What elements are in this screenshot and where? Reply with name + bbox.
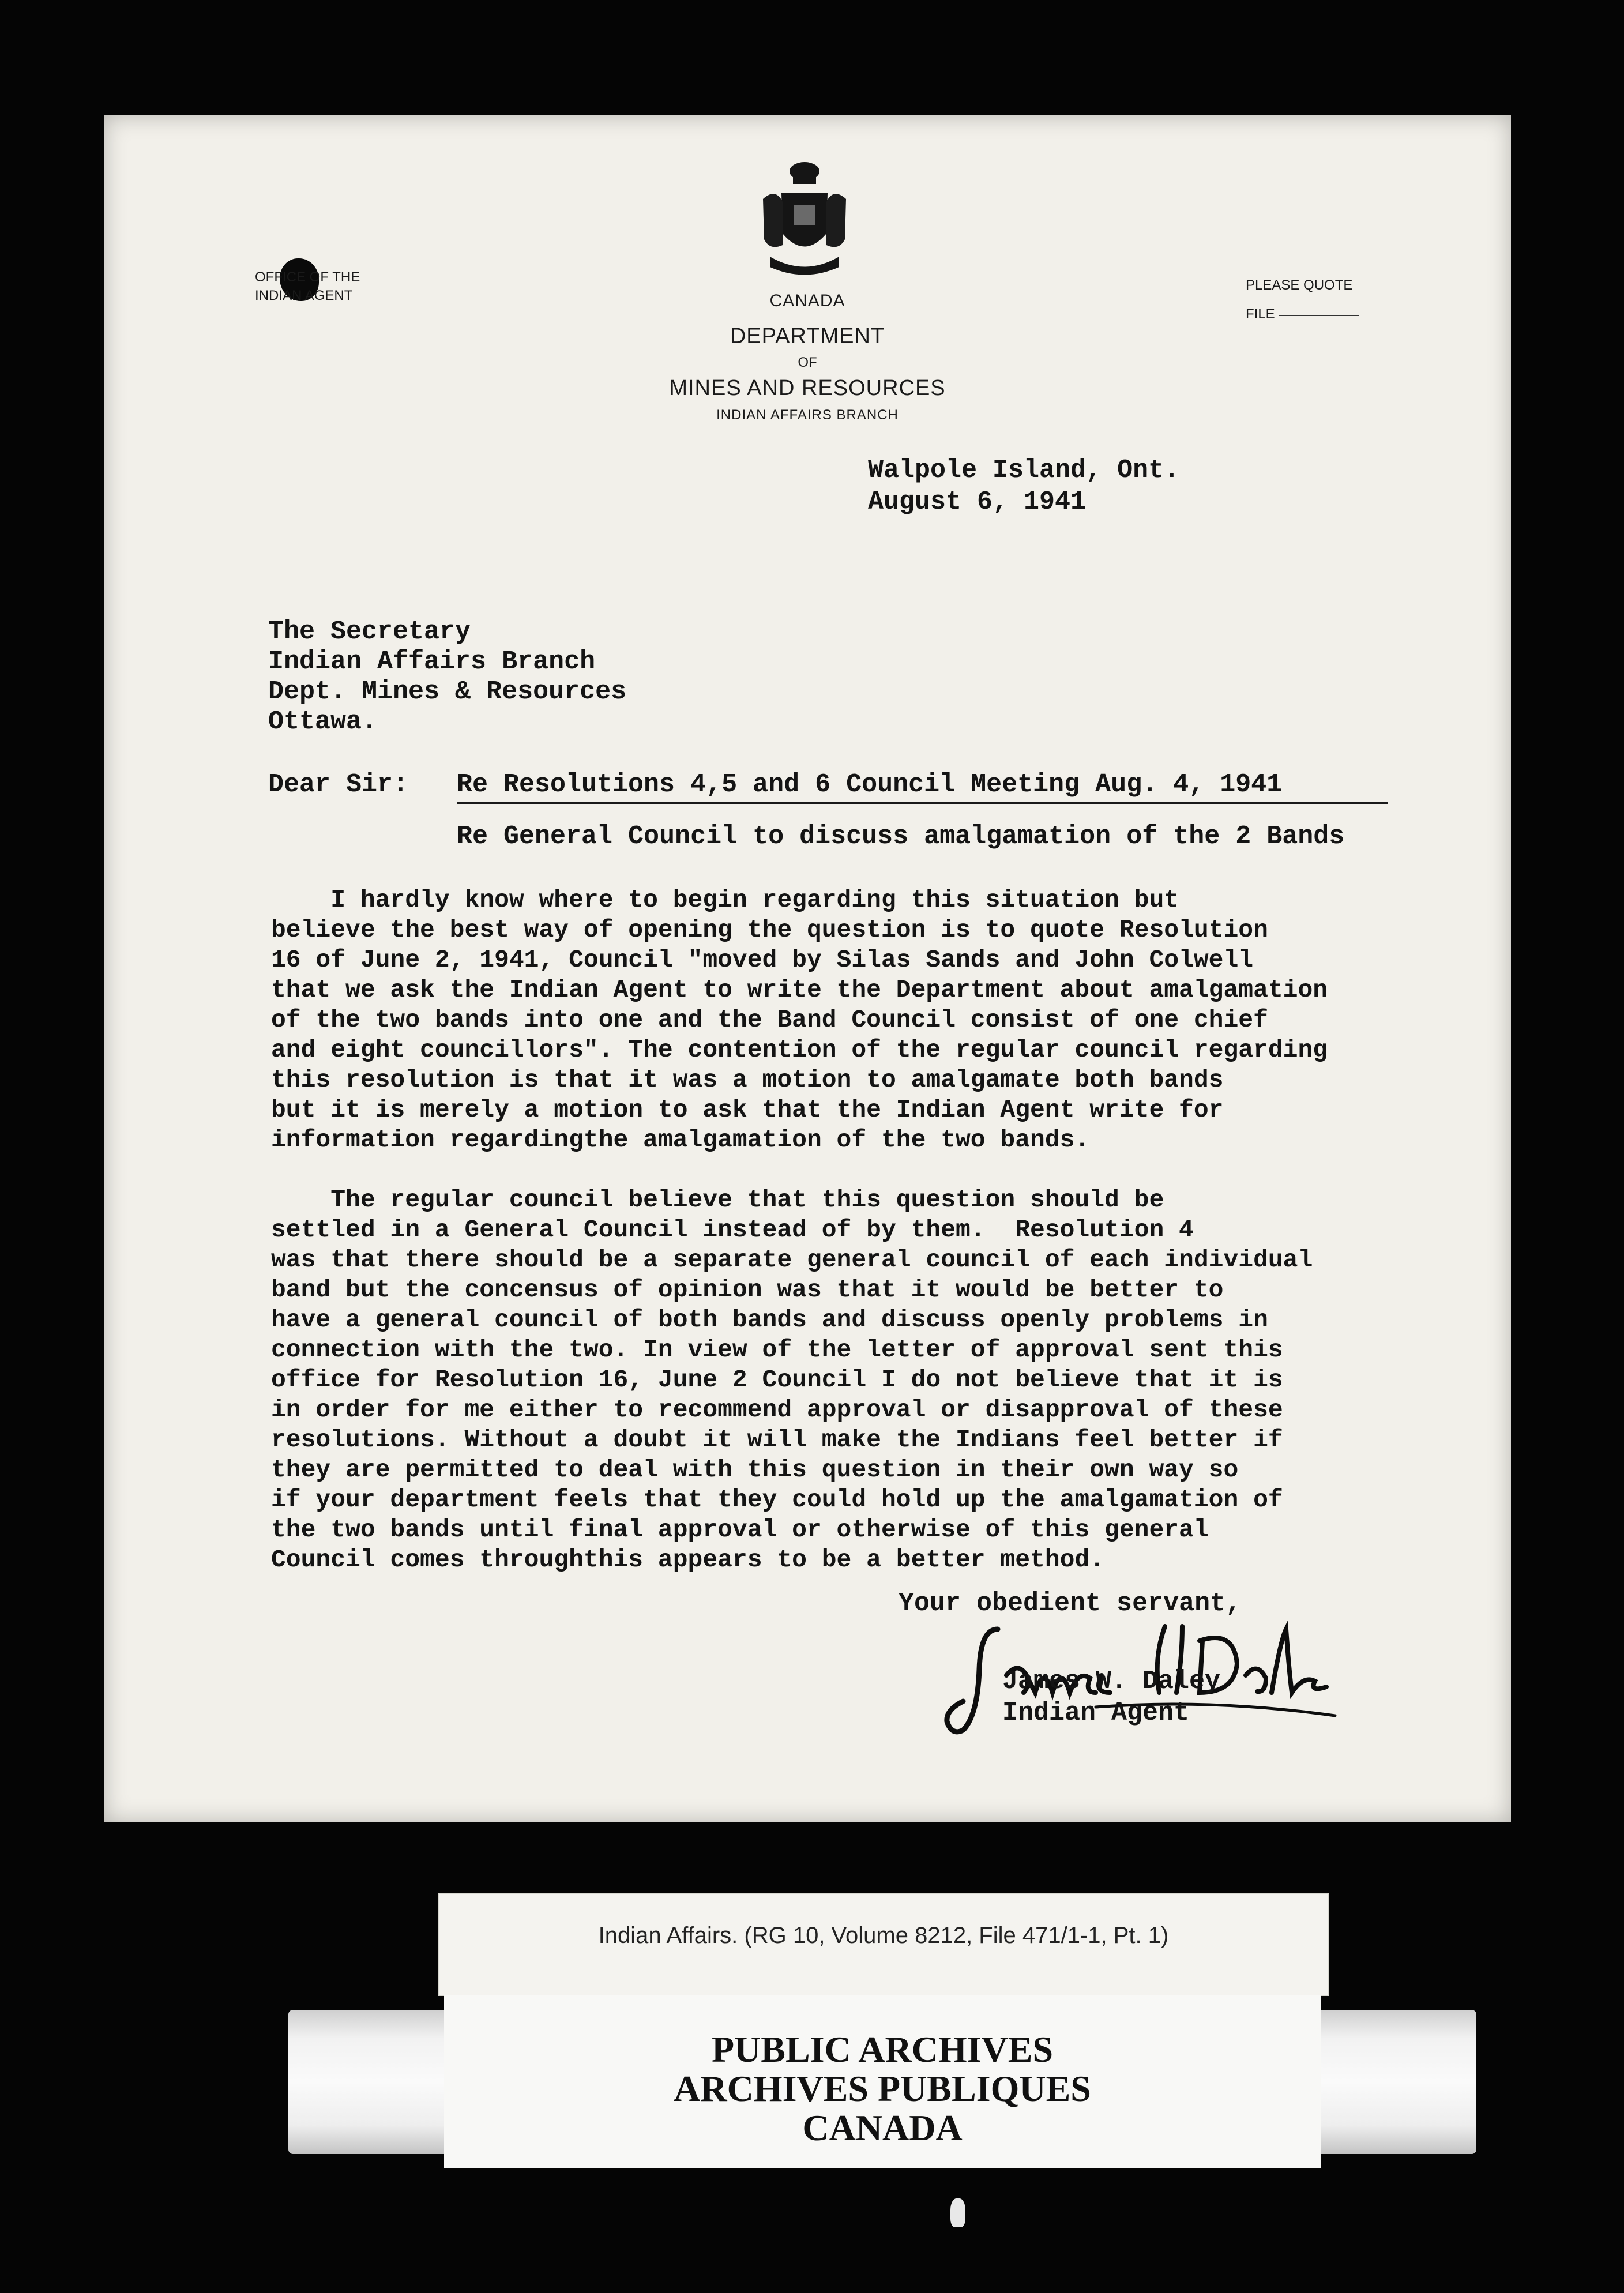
office-label: OFFICE OF THE INDIAN AGENT bbox=[255, 269, 360, 303]
body-line: of the two bands into one and the Band Council consist of one chief bbox=[271, 1006, 1268, 1034]
body-line: settled in a General Council instead of by them. Resolution 4 bbox=[271, 1216, 1194, 1244]
department-label: DEPARTMENT bbox=[730, 324, 885, 348]
body-line: was that there should be a separate general council of each individual bbox=[271, 1246, 1313, 1274]
body-line: they are permitted to deal with this question in their own way so bbox=[271, 1456, 1239, 1484]
country-label: CANADA bbox=[769, 291, 845, 310]
letter-place: Walpole Island, Ont. bbox=[868, 456, 1180, 485]
body-line: Council comes throughthis appears to be a better method. bbox=[271, 1546, 1105, 1574]
body-line: and eight councillors". The contention of the regular council regarding bbox=[271, 1036, 1328, 1064]
body-line: I hardly know where to begin regarding this situation but bbox=[271, 886, 1179, 914]
file-reference bbox=[1246, 300, 1359, 329]
body-line: resolutions. Without a doubt it will make the Indians feel better if bbox=[271, 1426, 1283, 1454]
address-line: Indian Affairs Branch bbox=[268, 647, 596, 676]
address-line: The Secretary bbox=[268, 617, 471, 646]
body-line: that we ask the Indian Agent to write the Department about amalgamation bbox=[271, 976, 1328, 1004]
letter-date: August 6, 1941 bbox=[868, 487, 1087, 517]
body-line: The regular council believe that this question should be bbox=[271, 1186, 1164, 1214]
body-line: information regardingthe amalgamation of the two bands. bbox=[271, 1126, 1090, 1154]
archive-stamp-line: ARCHIVES PUBLIQUES bbox=[674, 2068, 1091, 2109]
subject-line: Re Resolutions 4,5 and 6 Council Meeting Aug. 4, 1941 bbox=[457, 770, 1283, 799]
body-line: if your department feels that they could hold up the amalgamation of bbox=[271, 1486, 1283, 1514]
address-line: Ottawa. bbox=[268, 707, 378, 736]
salutation: Dear Sir: bbox=[268, 770, 409, 799]
signer-name: James W. Daley bbox=[1002, 1667, 1221, 1696]
body-line: office for Resolution 16, June 2 Council I do not believe that it is bbox=[271, 1366, 1283, 1394]
body-line: but it is merely a motion to ask that the Indian Agent write for bbox=[271, 1096, 1224, 1124]
body-line: have a general council of both bands and discuss openly problems in bbox=[271, 1306, 1268, 1334]
file-label: FILE bbox=[1246, 306, 1275, 322]
body-line: believe the best way of opening the question is to quote Resolution bbox=[271, 916, 1268, 944]
letter-sheet bbox=[104, 115, 1511, 1822]
archive-stamp-line: PUBLIC ARCHIVES bbox=[711, 2029, 1054, 2070]
closing: Your obedient servant, bbox=[899, 1589, 1242, 1618]
department-of-label: OF bbox=[798, 355, 817, 370]
body-line: 16 of June 2, 1941, Council "moved by Silas Sands and John Colwell bbox=[271, 946, 1254, 974]
reference-label-strip bbox=[438, 1893, 1329, 1996]
branch-label: INDIAN AFFAIRS BRANCH bbox=[716, 407, 899, 423]
body-line: this resolution is that it was a motion to amalgamate both bands bbox=[271, 1066, 1224, 1094]
body-line: the two bands until final approval or otherwise of this general bbox=[271, 1516, 1209, 1544]
quote-box bbox=[1246, 271, 1359, 329]
subject-underline bbox=[457, 802, 1388, 804]
film-artifact bbox=[950, 2198, 965, 2227]
reference-label: Indian Affairs. (RG 10, Volume 8212, File 471/1-1, Pt. 1) bbox=[598, 1923, 1169, 1948]
coat-of-arms-icon bbox=[758, 159, 851, 283]
file-blank bbox=[1279, 315, 1359, 316]
address-line: Dept. Mines & Resources bbox=[268, 677, 627, 706]
ministry-label: MINES AND RESOURCES bbox=[669, 376, 946, 400]
archive-stamp-line: CANADA bbox=[802, 2107, 963, 2148]
body-line: in order for me either to recommend approval or disapproval of these bbox=[271, 1396, 1283, 1424]
signer-title: Indian Agent bbox=[1002, 1698, 1190, 1728]
body-line: band but the concensus of opinion was that it would be better to bbox=[271, 1276, 1224, 1304]
body-line: connection with the two. In view of the letter of approval sent this bbox=[271, 1336, 1283, 1364]
subject-line-2: Re General Council to discuss amalgamation of the 2 Bands bbox=[457, 822, 1345, 851]
please-quote-label: PLEASE QUOTE bbox=[1246, 277, 1353, 293]
